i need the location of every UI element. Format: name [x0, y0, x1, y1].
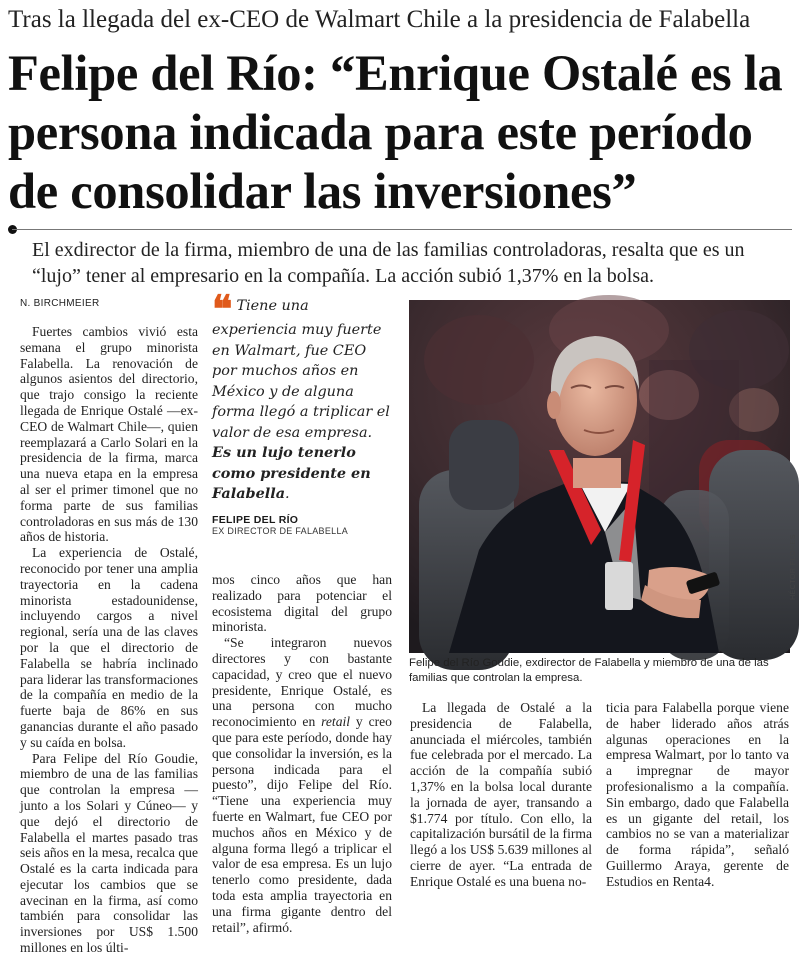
body-column-2: [212, 572, 392, 935]
text-run: y creo que para este período, donde hay que consolidar la inversión, es la persona indicada para el puesto”, dijo Felipe del Río. “Tiene una experiencia muy fuerte en Walmart, fue CEO por muchos años en México y de alguna forma llegó a triplicar el valor de esa empresa. Es un lujo tenerlo como presidente, dada toda esta amplia trayectoria en una firma gigante dentro del retail”, afirmó.: [212, 714, 392, 935]
body-column-1: [20, 324, 198, 956]
paragraph: La experiencia de Ostalé, reconocido por tener una amplia trayectoria en la cadena minorista estadounidense, incluyendo cargos a nivel regional, sería una de las claves por la que el directorio de Falabella se habría inclinado para liderar las transformaciones de la compañía en medio de la fuerte baja de 86% en sus ganancias durante el año pasado y su caída en bolsa.: [20, 545, 198, 750]
kicker: Tras la llegada del ex-CEO de Walmart Chile a la presidencia de Falabella: [8, 6, 751, 33]
pull-quote: [212, 286, 394, 505]
photo: [409, 300, 790, 653]
byline: N. BIRCHMEIER: [20, 298, 100, 309]
pull-quote-text: Tiene una experiencia muy fuerte en Walmart, fue CEO por muchos años en México y de alguna forma llegó a triplicar el valor de esa empresa.: [212, 298, 390, 441]
body-column-3: [410, 700, 592, 890]
photo-credit: HÉCTOR FLORES: [790, 534, 797, 600]
paragraph: mos cinco años que han realizado para potenciar el ecosistema digital del grupo minorista.: [212, 572, 392, 635]
pull-quote-bold: Es un lujo tenerlo como presidente en Falabella: [212, 444, 371, 502]
deck: El exdirector de la firma, miembro de una de las familias controladoras, resalta que es un “lujo” tener al empresario en la compañía. La acción subió 1,37% en la bolsa.: [32, 239, 745, 287]
paragraph: [212, 635, 392, 935]
paragraph: ticia para Falabella porque viene de haber liderado años atrás algunas operaciones en la empresa Walmart, por lo tanto va a impregnar de mayor profesionalismo a la compañía. Sin embargo, dado que Falabella es un gigante del retail, los cambios no se van a materializar de forma rápida”, señaló Guillermo Araya, gerente de Estudios en Renta4.: [606, 700, 789, 889]
paragraph: La llegada de Ostalé a la presidencia de Falabella, anunciada el miércoles, también fue celebrada por el mercado. La acción de la compañía subió 1,37% en la bolsa local durante la jornada de ayer, transando a $1.774 por título. Con ello, la capitalización bursátil de la firma llegó a los US$ 5.639 millones al cierre de ayer. “La entrada de Enrique Ostalé es una buena no-: [410, 700, 592, 889]
headline: Felipe del Río: “Enrique Ostalé es la persona indicada para este período de consolidar las inversiones”: [8, 45, 783, 219]
quote-mark-icon: ❝: [212, 286, 233, 331]
text-run: “Se integraron nuevos directores y con bastante capacidad, y creo que el nuevo presidente, Enrique Ostalé, es una persona con mucho reconocimiento en: [212, 635, 392, 730]
divider-rule: [12, 229, 792, 230]
pull-quote-end: .: [285, 486, 290, 502]
photo-illustration: [409, 300, 790, 653]
paragraph: Fuertes cambios vivió esta semana el grupo minorista Falabella. La renovación de algunos asientos del directorio, que trajo consigo la reciente llegada de Enrique Ostalé —ex-CEO de Walmart Chile—, quien reemplazará a Carlo Solari en la presidencia de la firma, marca una nueva etapa en la empresa al ser el primer timonel que no forma parte de sus familias controladoras en sus más de 130 años de historia.: [20, 324, 198, 545]
photo-caption: Felipe del Río Goudie, exdirector de Falabella y miembro de una de las familias que controlan la empresa.: [409, 657, 769, 684]
pull-quote-attribution-role: EX DIRECTOR DE FALABELLA: [212, 526, 349, 536]
text-run-italic: retail: [321, 714, 351, 730]
body-column-4: [606, 700, 789, 890]
paragraph: Para Felipe del Río Goudie, miembro de una de las familias que controlan la empresa —junto a los Solari y Cúneo— y que dejó el directorio de Falabella el martes pasado tras seis años en la mesa, recalca que Ostalé es la carta indicada para ejecutar los cambios que se avecinan en la firma, así como también para consolidar las inversiones por US$ 1.500 millones en los últi-: [20, 750, 198, 956]
pull-quote-attribution-name: FELIPE DEL RÍO: [212, 514, 299, 526]
